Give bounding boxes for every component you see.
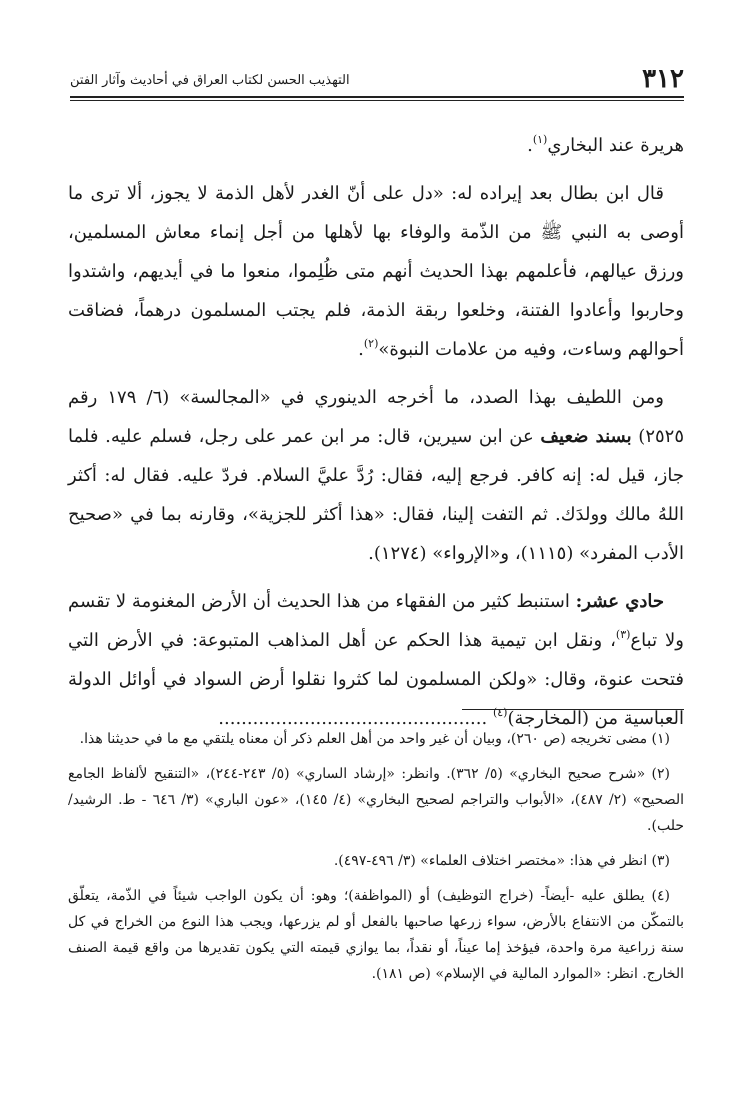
page-header [70,60,684,94]
main-text [68,126,684,747]
paragraph-2 [68,174,684,369]
footnotes [68,726,684,996]
footnote-1: (١) مضى تخريجه (ص ٢٦٠)، وبيان أن غير واحد من أهل العلم ذكر أن معناه يلتقي مع ما في حديثنا هذا. [79,731,670,747]
footnote-3: (٣) انظر في هذا: «مختصر اختلاف العلماء» (٣/ ٤٩٦-٤٩٧). [333,853,670,869]
paragraph-4 [68,582,684,738]
continuation-dots: ............................................... [218,708,488,729]
paragraph-3-intro: ومن اللطيف بهذا الصدد، ما أخرجه الدينوري في «المجالسة» (٦/ ١٧٩ رقم ٢٥٢٥) [68,387,684,447]
footnote-ref-1: (١) [532,133,548,146]
running-title: التهذيب الحسن لكتاب العراق في أحاديث وآثار الفتن [70,73,350,88]
footnote-4: (٤) يطلق عليه -أيضاً- (خراج التوظيف) أو (المواظفة)؛ وهو: أن يكون الواجب شيئاً في الذّمة، يتعلّق بالتمكّن من الانتفاع بالأرض، سواء زرعها صاحبها بالفعل أو لم يزرعها، ويجب هذا النوع من الخراج في كل سنة زراعية مرة واحدة، فيؤخذ إما عيناً، أو نقداً، بما يوازي قيمته التي يكون تقديرها من واقع قيمة الصنف الخارج. انظر: «الموارد المالية في الإسلام» (ص ١٨١). [68,888,684,982]
paragraph-4-heading: حادي عشر: [575,591,665,612]
paragraph-3-rest: عن ابن سيرين، قال: مر ابن عمر على رجل، فسلم عليه. فلما جاز، قيل له: إنه كافر. فرجع إليه، فقال: رُدَّ عليَّ السلام. فردّ عليه. فقال له: أكثر اللهُ مالك وولدَك. ثم التفت إلينا، فقال: «هذا أكثر للجزية»، وقارنه بما في «صحيح الأدب المفرد» (١١١٥)، و«الإرواء» (١٢٧٤). [68,426,684,564]
footnote-ref-4: (٤) [492,706,508,719]
paragraph-1-text: هريرة عند البخاري [547,135,684,156]
footnote-divider [462,709,684,710]
paragraph-2-end: . [358,339,364,360]
paragraph-4-text-b: ، ونقل ابن تيمية هذا الحكم عن أهل المذاهب المتبوعة: في الأرض التي فتحت عنوة، وقال: «ولكن المسلمون لما كثروا نقلوا أرض السواد في أوائل الدولة العباسية من (المخارجة) [68,630,684,729]
paragraph-4-text-a: استنبط كثير من الفقهاء من هذا الحديث أن الأرض المغنومة لا تقسم ولا تباع [68,591,684,651]
footnote-ref-2: (٢) [363,337,379,350]
page-number: ٣١٢ [642,64,684,94]
paragraph-1-end: . [527,135,533,156]
footnote-ref-3: (٣) [615,628,631,641]
paragraph-3-bold: بسند ضعيف [540,426,632,447]
paragraph-1 [68,126,684,165]
header-divider [70,96,684,101]
paragraph-3 [68,378,684,573]
footnote-2: (٢) «شرح صحيح البخاري» (٥/ ٣٦٢). وانظر: «إرشاد الساري» (٥/ ٢٤٣-٢٤٤)، «التنقيح لألفاظ الجامع الصحيح» (٢/ ٤٨٧)، «الأبواب والتراجم لصحيح البخاري» (٤/ ١٤٥)، «عون الباري» (٣/ ٦٤٦ - ط. الرشيد/ حلب). [68,766,684,834]
paragraph-2-text: قال ابن بطال بعد إيراده له: «دل على أنّ الغدر لأهل الذمة لا يجوز، ألا ترى ما أوصى به النبي ﷺ من الذّمة والوفاء بها لأهلها من أجل إنماء معاش المسلمين، ورزق عيالهم، فأعلمهم بهذا الحديث أنهم متى ظُلِموا، منعوا ما في أيديهم، واشتدوا وحاربوا وأعادوا الفتنة، وخلعوا ربقة الذمة، فلم يجتب المسلمون درهماً، فضاقت أحوالهم وساءت، وفيه من علامات النبوة» [68,183,684,360]
